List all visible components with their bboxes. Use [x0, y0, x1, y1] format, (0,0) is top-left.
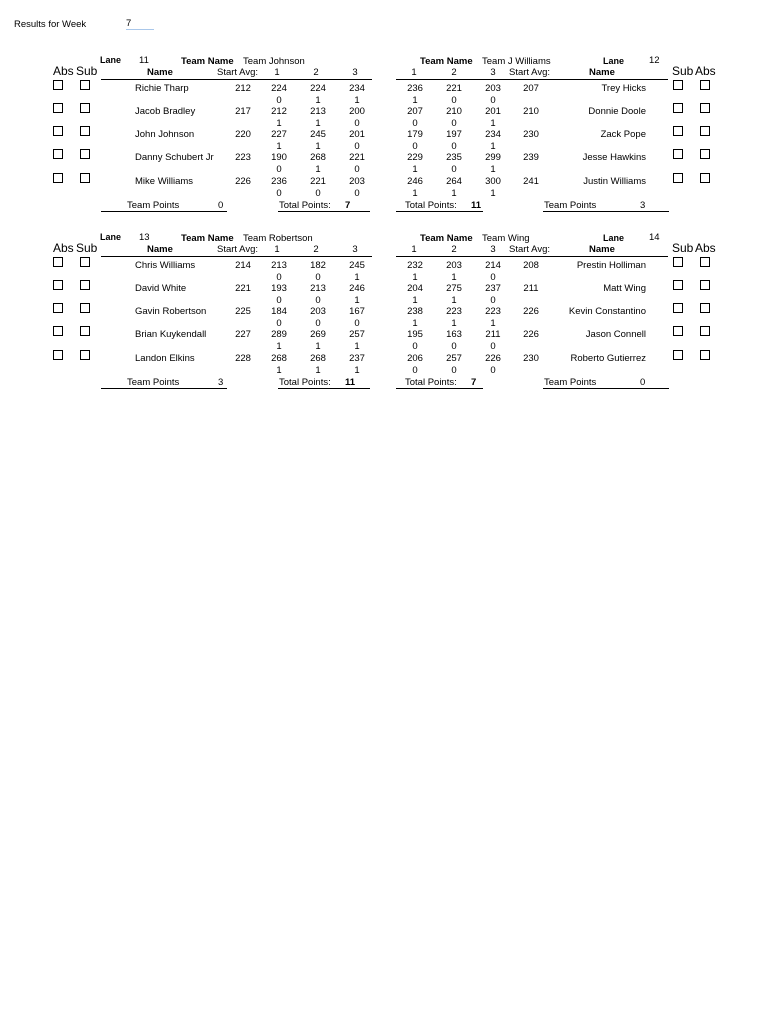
game3-header: 3 [490, 244, 496, 255]
game-score: 237 [485, 283, 501, 294]
game-point: 1 [412, 188, 418, 199]
abs-checkbox[interactable] [53, 280, 63, 290]
footer-rule [101, 388, 227, 389]
name-header: Name [147, 67, 173, 78]
game-point: 0 [451, 164, 457, 175]
player-name: John Johnson [135, 129, 195, 140]
abs-checkbox[interactable] [700, 257, 710, 267]
game1-header: 1 [411, 244, 417, 255]
game-score: 203 [310, 306, 326, 317]
total-points-value: 7 [345, 200, 351, 211]
footer-rule [278, 388, 370, 389]
sub-checkbox[interactable] [80, 257, 90, 267]
header-rule [101, 256, 372, 257]
start-avg: 239 [523, 152, 539, 163]
game-score: 203 [349, 176, 365, 187]
game-score: 221 [349, 152, 365, 163]
game-score: 268 [310, 353, 326, 364]
game-score: 269 [310, 329, 326, 340]
start-avg: 210 [523, 106, 539, 117]
player-name: Landon Elkins [135, 353, 195, 364]
game-score: 245 [349, 260, 365, 271]
sub-checkbox[interactable] [80, 173, 90, 183]
footer-rule [543, 388, 669, 389]
game-point: 0 [451, 118, 457, 129]
game-point: 1 [315, 118, 321, 129]
game-point: 1 [354, 272, 360, 283]
game-point: 0 [451, 95, 457, 106]
abs-checkbox[interactable] [53, 126, 63, 136]
week-label: Results for Week [14, 19, 87, 30]
game-point: 1 [451, 295, 457, 306]
player-name: Jacob Bradley [135, 106, 196, 117]
abs-checkbox[interactable] [53, 326, 63, 336]
sub-header: Sub [672, 241, 694, 255]
sub-checkbox[interactable] [673, 173, 683, 183]
game-score: 203 [446, 260, 462, 271]
abs-checkbox[interactable] [700, 350, 710, 360]
game-score: 201 [349, 129, 365, 140]
week-value[interactable]: 7 [126, 18, 154, 30]
game-point: 1 [451, 272, 457, 283]
abs-checkbox[interactable] [53, 173, 63, 183]
game-point: 1 [276, 141, 282, 152]
game-score: 193 [271, 283, 287, 294]
game-point: 0 [276, 164, 282, 175]
game-point: 1 [354, 365, 360, 376]
game-point: 0 [490, 272, 496, 283]
total-points-label: Total Points: [279, 377, 331, 388]
start-avg: 226 [235, 176, 251, 187]
start-avg-header: Start Avg: [509, 67, 551, 78]
sub-checkbox[interactable] [673, 126, 683, 136]
lane-label: Lane [603, 56, 625, 66]
game-point: 0 [490, 295, 496, 306]
header-rule [396, 256, 668, 257]
game3-header: 3 [352, 244, 358, 255]
game-score: 245 [310, 129, 326, 140]
game-score: 211 [485, 329, 501, 340]
game-score: 235 [446, 152, 462, 163]
player-name: Danny Schubert Jr [135, 152, 214, 163]
player-name: Jesse Hawkins [582, 152, 646, 163]
game-point: 0 [276, 272, 282, 283]
start-avg: 230 [523, 353, 539, 364]
lane-label: Lane [603, 233, 625, 243]
game-score: 200 [349, 106, 365, 117]
match-block [0, 232, 782, 402]
total-points-label: Total Points: [279, 200, 331, 211]
abs-checkbox[interactable] [53, 303, 63, 313]
game-score: 213 [310, 283, 326, 294]
game-point: 0 [315, 318, 321, 329]
start-avg: 225 [235, 306, 251, 317]
game-score: 300 [485, 176, 501, 187]
game-point: 1 [412, 318, 418, 329]
sub-checkbox[interactable] [80, 350, 90, 360]
team-name: Team J Williams [482, 56, 551, 67]
sub-checkbox[interactable] [673, 280, 683, 290]
game-score: 268 [271, 353, 287, 364]
team-name-label: Team Name [420, 233, 473, 244]
team-name: Team Johnson [243, 56, 305, 67]
player-name: Matt Wing [603, 283, 646, 294]
game-score: 221 [310, 176, 326, 187]
name-header: Name [147, 244, 173, 255]
game1-header: 1 [274, 244, 280, 255]
game-point: 1 [276, 118, 282, 129]
game-score: 223 [485, 306, 501, 317]
game-point: 1 [412, 164, 418, 175]
team-points-label: Team Points [127, 377, 180, 388]
game-score: 289 [271, 329, 287, 340]
start-avg-header: Start Avg: [217, 67, 259, 78]
sub-header: Sub [672, 64, 694, 78]
start-avg: 221 [235, 283, 251, 294]
team-points-value: 3 [218, 377, 224, 388]
game-point: 1 [412, 95, 418, 106]
footer-rule [278, 211, 370, 212]
game-score: 246 [407, 176, 423, 187]
game2-header: 2 [313, 244, 319, 255]
abs-checkbox[interactable] [700, 80, 710, 90]
sub-checkbox[interactable] [673, 103, 683, 113]
lane-number: 14 [649, 232, 660, 243]
game-point: 0 [490, 341, 496, 352]
start-avg: 223 [235, 152, 251, 163]
game-score: 184 [271, 306, 287, 317]
abs-checkbox[interactable] [53, 103, 63, 113]
abs-header: Abs [695, 241, 716, 255]
abs-checkbox[interactable] [700, 280, 710, 290]
game-point: 0 [276, 188, 282, 199]
game-point: 0 [354, 188, 360, 199]
game-score: 179 [407, 129, 423, 140]
match-block [0, 55, 782, 225]
footer-rule [543, 211, 669, 212]
team-name-label: Team Name [181, 56, 234, 67]
game-score: 203 [485, 83, 501, 94]
footer-rule [396, 388, 483, 389]
header-rule [101, 79, 372, 80]
game-point: 1 [276, 341, 282, 352]
player-name: Prestin Holliman [576, 260, 646, 271]
sub-checkbox[interactable] [673, 303, 683, 313]
player-name: David White [135, 283, 187, 294]
game-score: 167 [349, 306, 365, 317]
game-score: 197 [446, 129, 462, 140]
start-avg: 241 [523, 176, 539, 187]
sub-checkbox[interactable] [673, 257, 683, 267]
team-points-value: 0 [218, 200, 224, 211]
game-score: 275 [446, 283, 462, 294]
game-point: 0 [451, 365, 457, 376]
game-point: 0 [451, 341, 457, 352]
game-score: 210 [446, 106, 462, 117]
abs-checkbox[interactable] [700, 149, 710, 159]
game-score: 190 [271, 152, 287, 163]
game-score: 207 [407, 106, 423, 117]
game-point: 1 [490, 118, 496, 129]
sub-checkbox[interactable] [80, 149, 90, 159]
footer-rule [396, 211, 483, 212]
name-header: Name [589, 244, 615, 255]
player-name: Zack Pope [600, 129, 646, 140]
player-name: Chris Williams [135, 260, 196, 271]
game-point: 1 [315, 95, 321, 106]
game2-header: 2 [313, 67, 319, 78]
game-score: 214 [485, 260, 501, 271]
player-name: Mike Williams [135, 176, 194, 187]
sub-checkbox[interactable] [673, 350, 683, 360]
game-point: 1 [412, 295, 418, 306]
player-name: Brian Kuykendall [135, 329, 207, 340]
abs-checkbox[interactable] [53, 80, 63, 90]
team-points-value: 0 [640, 377, 646, 388]
sub-checkbox[interactable] [673, 326, 683, 336]
game-score: 224 [271, 83, 287, 94]
game-score: 246 [349, 283, 365, 294]
game-score: 234 [349, 83, 365, 94]
game-score: 257 [349, 329, 365, 340]
game-point: 0 [276, 318, 282, 329]
sub-checkbox[interactable] [80, 326, 90, 336]
game2-header: 2 [451, 244, 457, 255]
game-score: 223 [446, 306, 462, 317]
game-point: 0 [354, 318, 360, 329]
game-score: 264 [446, 176, 462, 187]
player-name: Gavin Robertson [135, 306, 207, 317]
team-name-label: Team Name [181, 233, 234, 244]
game-score: 221 [446, 83, 462, 94]
abs-checkbox[interactable] [700, 326, 710, 336]
game-score: 227 [271, 129, 287, 140]
game-point: 1 [354, 95, 360, 106]
player-name: Justin Williams [583, 176, 646, 187]
team-name: Team Wing [482, 233, 530, 244]
game-point: 1 [490, 164, 496, 175]
player-name: Richie Tharp [135, 83, 189, 94]
footer-rule [101, 211, 227, 212]
start-avg: 226 [523, 329, 539, 340]
abs-header: Abs [53, 241, 74, 255]
game2-header: 2 [451, 67, 457, 78]
game-point: 1 [354, 295, 360, 306]
team-points-label: Team Points [544, 200, 597, 211]
game-point: 1 [451, 318, 457, 329]
game-point: 1 [490, 318, 496, 329]
start-avg: 230 [523, 129, 539, 140]
game-point: 1 [315, 341, 321, 352]
start-avg-header: Start Avg: [217, 244, 259, 255]
sub-checkbox[interactable] [80, 103, 90, 113]
total-points-label: Total Points: [405, 200, 457, 211]
player-name: Jason Connell [585, 329, 646, 340]
game-score: 237 [349, 353, 365, 364]
game-point: 0 [451, 141, 457, 152]
game-point: 0 [412, 118, 418, 129]
game3-header: 3 [490, 67, 496, 78]
game-point: 0 [354, 141, 360, 152]
start-avg-header: Start Avg: [509, 244, 551, 255]
game-score: 213 [310, 106, 326, 117]
player-name: Trey Hicks [601, 83, 646, 94]
abs-checkbox[interactable] [53, 149, 63, 159]
start-avg: 207 [523, 83, 539, 94]
start-avg: 208 [523, 260, 539, 271]
abs-header: Abs [695, 64, 716, 78]
game-point: 0 [276, 95, 282, 106]
lane-number: 13 [139, 232, 150, 243]
game-score: 182 [310, 260, 326, 271]
game-score: 238 [407, 306, 423, 317]
sub-header: Sub [76, 64, 98, 78]
abs-checkbox[interactable] [53, 257, 63, 267]
name-header: Name [589, 67, 615, 78]
game1-header: 1 [411, 67, 417, 78]
game-score: 204 [407, 283, 423, 294]
abs-checkbox[interactable] [700, 173, 710, 183]
sub-checkbox[interactable] [80, 80, 90, 90]
total-points-value: 7 [471, 377, 477, 388]
sub-checkbox[interactable] [80, 126, 90, 136]
total-points-value: 11 [471, 200, 482, 211]
game-point: 1 [354, 341, 360, 352]
game-score: 206 [407, 353, 423, 364]
total-points-label: Total Points: [405, 377, 457, 388]
sub-header: Sub [76, 241, 98, 255]
start-avg: 227 [235, 329, 251, 340]
game-score: 257 [446, 353, 462, 364]
sub-checkbox[interactable] [80, 280, 90, 290]
game-score: 268 [310, 152, 326, 163]
abs-checkbox[interactable] [53, 350, 63, 360]
game-point: 0 [315, 188, 321, 199]
start-avg: 217 [235, 106, 251, 117]
game-point: 1 [315, 164, 321, 175]
game-point: 1 [451, 188, 457, 199]
lane-number: 12 [649, 55, 660, 66]
start-avg: 214 [235, 260, 251, 271]
game-point: 1 [315, 141, 321, 152]
team-points-label: Team Points [127, 200, 180, 211]
game-score: 226 [485, 353, 501, 364]
abs-checkbox[interactable] [700, 126, 710, 136]
game-point: 0 [276, 295, 282, 306]
lane-label: Lane [100, 232, 122, 242]
abs-header: Abs [53, 64, 74, 78]
game-point: 0 [412, 365, 418, 376]
player-name: Kevin Constantino [568, 306, 646, 317]
team-name-label: Team Name [420, 56, 473, 67]
game-point: 0 [412, 141, 418, 152]
sub-checkbox[interactable] [673, 80, 683, 90]
sub-checkbox[interactable] [673, 149, 683, 159]
game-point: 0 [354, 118, 360, 129]
game-point: 1 [412, 272, 418, 283]
player-name: Donnie Doole [588, 106, 646, 117]
game-score: 234 [485, 129, 501, 140]
game1-header: 1 [274, 67, 280, 78]
game-score: 201 [485, 106, 501, 117]
lane-number: 11 [139, 55, 149, 66]
start-avg: 220 [235, 129, 251, 140]
abs-checkbox[interactable] [700, 103, 710, 113]
team-name: Team Robertson [243, 233, 313, 244]
game-point: 1 [490, 141, 496, 152]
team-points-value: 3 [640, 200, 646, 211]
game-point: 1 [315, 365, 321, 376]
game-score: 212 [271, 106, 287, 117]
game-score: 213 [271, 260, 287, 271]
game-score: 163 [446, 329, 462, 340]
game-point: 0 [490, 95, 496, 106]
game-score: 236 [407, 83, 423, 94]
game-point: 1 [276, 365, 282, 376]
game-point: 1 [490, 188, 496, 199]
total-points-value: 11 [345, 377, 356, 388]
game-score: 195 [407, 329, 423, 340]
start-avg: 226 [523, 306, 539, 317]
game3-header: 3 [352, 67, 358, 78]
game-score: 236 [271, 176, 287, 187]
start-avg: 228 [235, 353, 251, 364]
team-points-label: Team Points [544, 377, 597, 388]
start-avg: 212 [235, 83, 251, 94]
player-name: Roberto Gutierrez [570, 353, 646, 364]
header-rule [396, 79, 668, 80]
game-point: 0 [490, 365, 496, 376]
start-avg: 211 [523, 283, 539, 294]
game-point: 0 [315, 295, 321, 306]
game-score: 229 [407, 152, 423, 163]
abs-checkbox[interactable] [700, 303, 710, 313]
game-score: 224 [310, 83, 326, 94]
game-point: 0 [354, 164, 360, 175]
game-point: 0 [412, 341, 418, 352]
lane-label: Lane [100, 55, 122, 65]
sub-checkbox[interactable] [80, 303, 90, 313]
game-score: 299 [485, 152, 501, 163]
game-score: 232 [407, 260, 423, 271]
game-point: 0 [315, 272, 321, 283]
